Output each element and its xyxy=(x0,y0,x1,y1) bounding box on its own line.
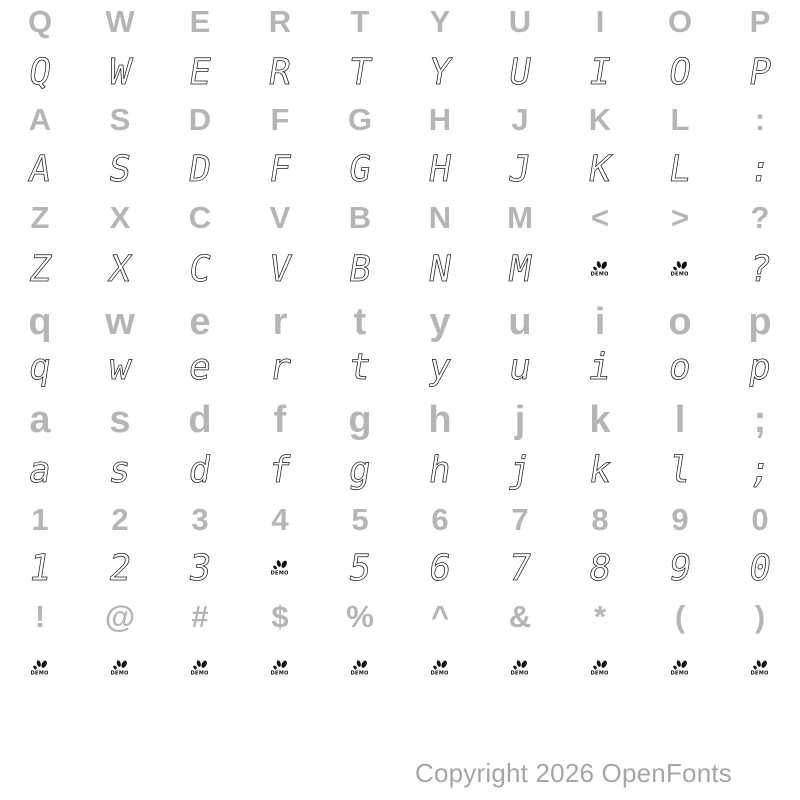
glyph-cell: I xyxy=(595,3,605,39)
glyph-cell: ? xyxy=(750,199,770,235)
glyph-cell: D xyxy=(185,149,215,190)
reference-row xyxy=(0,494,800,544)
glyph-cell: G xyxy=(345,149,375,190)
glyph-cell: 7 xyxy=(511,501,529,537)
glyph-cell: p xyxy=(745,347,775,388)
glyph-cell: 1 xyxy=(25,548,55,589)
glyph-cell: * xyxy=(593,598,607,634)
demo-label: DEMO xyxy=(270,670,290,676)
demo-placeholder-glyph xyxy=(320,644,400,694)
demo-placeholder-glyph xyxy=(400,644,480,694)
demo-glyph-row xyxy=(0,644,800,694)
glyph-cell: l xyxy=(674,399,686,441)
glyph-cell: h xyxy=(425,450,455,491)
glyph-cell: f xyxy=(273,399,287,441)
glyph-cell: r xyxy=(272,301,288,343)
reference-row xyxy=(0,192,800,242)
glyph-cell: d xyxy=(185,450,215,491)
glyph-cell: k xyxy=(589,399,611,441)
glyph-cell: i xyxy=(594,301,606,343)
demo-placeholder-glyph xyxy=(160,644,240,694)
reference-row xyxy=(0,0,800,46)
glyph-cell: # xyxy=(191,598,209,634)
glyph-cell: K xyxy=(585,149,615,190)
reference-row xyxy=(0,395,800,445)
glyph-cell: P xyxy=(749,3,771,39)
glyph-cell: ) xyxy=(754,598,766,634)
demo-splat-icon xyxy=(32,659,49,671)
glyph-cell: h xyxy=(428,399,452,441)
glyph-cell: 0 xyxy=(745,548,775,589)
glyph-cell: H xyxy=(425,149,455,190)
glyph-cell: y xyxy=(429,301,451,343)
glyph-cell: Z xyxy=(25,249,55,290)
glyph-cell: X xyxy=(105,249,135,290)
glyph-cell: i xyxy=(585,347,615,388)
glyph-cell: 3 xyxy=(191,501,209,537)
glyph-cell: g xyxy=(345,450,375,491)
glyph-cell: U xyxy=(508,3,532,39)
glyph-cell: L xyxy=(670,101,690,137)
glyph-cell: 6 xyxy=(425,548,455,589)
demo-placeholder-glyph xyxy=(240,544,320,594)
glyph-cell: 8 xyxy=(591,501,609,537)
glyph-cell: P xyxy=(745,52,775,93)
glyph-cell: ! xyxy=(34,598,46,634)
glyph-cell: s xyxy=(109,399,131,441)
glyph-cell: O xyxy=(665,52,695,93)
glyph-cell: u xyxy=(505,347,535,388)
glyph-cell: I xyxy=(585,52,615,93)
glyph-cell: U xyxy=(505,52,535,93)
glyph-cell: > xyxy=(670,199,690,235)
glyph-cell: l xyxy=(665,450,695,491)
glyph-cell: 9 xyxy=(671,501,689,537)
demo-label: DEMO xyxy=(110,670,130,676)
glyph-cell: 0 xyxy=(751,501,769,537)
demo-splat-icon xyxy=(352,659,369,671)
demo-label: DEMO xyxy=(30,670,50,676)
demo-splat-icon xyxy=(432,659,449,671)
glyph-cell: 5 xyxy=(351,501,369,537)
glyph-cell: : xyxy=(754,101,766,137)
glyph-cell: s xyxy=(105,450,135,491)
glyph-cell: K xyxy=(588,101,612,137)
demo-placeholder-glyph xyxy=(0,644,80,694)
glyph-cell: $ xyxy=(271,598,289,634)
glyph-cell: k xyxy=(585,450,615,491)
glyph-cell: 6 xyxy=(431,501,449,537)
glyph-cell: @ xyxy=(104,598,136,634)
glyph-cell: V xyxy=(269,199,291,235)
demo-glyph-row xyxy=(0,446,800,496)
glyph-cell: r xyxy=(265,347,295,388)
demo-glyph-row xyxy=(0,544,800,594)
glyph-cell: q xyxy=(28,301,52,343)
demo-label: DEMO xyxy=(350,670,370,676)
glyph-cell: Q xyxy=(27,3,53,39)
demo-placeholder-glyph xyxy=(480,644,560,694)
glyph-cell: X xyxy=(109,199,131,235)
glyph-cell: ? xyxy=(745,249,775,290)
copyright-text: Copyright 2026 OpenFonts xyxy=(415,758,732,788)
glyph-cell: G xyxy=(347,101,373,137)
demo-placeholder-glyph xyxy=(240,644,320,694)
demo-placeholder-glyph xyxy=(640,245,720,295)
glyph-cell: H xyxy=(428,101,452,137)
glyph-cell: V xyxy=(265,249,295,290)
glyph-cell: t xyxy=(353,301,367,343)
glyph-cell: < xyxy=(590,199,610,235)
glyph-cell: 7 xyxy=(505,548,535,589)
glyph-cell: A xyxy=(25,149,55,190)
glyph-cell: T xyxy=(350,3,370,39)
glyph-cell: ; xyxy=(753,399,767,441)
glyph-cell: 9 xyxy=(665,548,695,589)
glyph-cell: F xyxy=(265,149,295,190)
demo-splat-icon xyxy=(272,659,289,671)
glyph-cell: Y xyxy=(429,3,451,39)
glyph-cell: ^ xyxy=(430,598,450,634)
glyph-cell: a xyxy=(29,399,51,441)
demo-splat-icon xyxy=(592,659,609,671)
reference-row xyxy=(0,297,800,347)
glyph-cell: C xyxy=(185,249,215,290)
demo-label: DEMO xyxy=(670,271,690,277)
glyph-cell: 3 xyxy=(185,548,215,589)
demo-label: DEMO xyxy=(670,670,690,676)
demo-label: DEMO xyxy=(270,570,290,576)
demo-glyph-row xyxy=(0,245,800,295)
glyph-cell: Z xyxy=(30,199,50,235)
glyph-cell: R xyxy=(268,3,292,39)
glyph-cell: : xyxy=(745,149,775,190)
glyph-cell: 2 xyxy=(111,501,129,537)
glyph-cell: B xyxy=(348,199,372,235)
glyph-cell: W xyxy=(105,3,135,39)
glyph-cell: w xyxy=(105,347,135,388)
glyph-cell: e xyxy=(189,301,211,343)
glyph-cell: d xyxy=(188,399,212,441)
glyph-cell: % xyxy=(346,598,374,634)
glyph-cell: q xyxy=(25,347,55,388)
glyph-cell: u xyxy=(508,301,532,343)
glyph-cell: O xyxy=(667,3,693,39)
glyph-cell: F xyxy=(270,101,290,137)
demo-placeholder-glyph xyxy=(560,245,640,295)
reference-row xyxy=(0,94,800,144)
glyph-cell: M xyxy=(507,199,533,235)
glyph-cell: e xyxy=(185,347,215,388)
demo-label: DEMO xyxy=(590,670,610,676)
glyph-cell: 2 xyxy=(105,548,135,589)
demo-glyph-row xyxy=(0,145,800,195)
glyph-cell: a xyxy=(25,450,55,491)
glyph-cell: Y xyxy=(425,52,455,93)
glyph-cell: y xyxy=(425,347,455,388)
demo-label: DEMO xyxy=(430,670,450,676)
demo-splat-icon xyxy=(512,659,529,671)
glyph-cell: W xyxy=(105,52,135,93)
reference-row xyxy=(0,591,800,641)
demo-placeholder-glyph xyxy=(640,644,720,694)
glyph-cell: ; xyxy=(745,450,775,491)
glyph-cell: S xyxy=(109,101,131,137)
glyph-cell: o xyxy=(668,301,692,343)
glyph-cell: ( xyxy=(674,598,686,634)
glyph-cell: A xyxy=(28,101,52,137)
glyph-cell: & xyxy=(508,598,532,634)
glyph-cell: N xyxy=(428,199,452,235)
glyph-cell: C xyxy=(188,199,212,235)
glyph-cell: D xyxy=(188,101,212,137)
glyph-cell: g xyxy=(348,399,372,441)
glyph-cell: w xyxy=(105,301,135,343)
glyph-cell: E xyxy=(189,3,211,39)
glyph-cell: Q xyxy=(25,52,55,93)
demo-splat-icon xyxy=(752,659,769,671)
glyph-cell: N xyxy=(425,249,455,290)
glyph-cell: 5 xyxy=(345,548,375,589)
glyph-cell: S xyxy=(105,149,135,190)
demo-label: DEMO xyxy=(750,670,770,676)
glyph-cell: o xyxy=(665,347,695,388)
glyph-cell: 1 xyxy=(31,501,49,537)
demo-splat-icon xyxy=(672,260,689,272)
demo-splat-icon xyxy=(672,659,689,671)
demo-glyph-row xyxy=(0,343,800,393)
glyph-cell: 8 xyxy=(585,548,615,589)
glyph-cell: j xyxy=(505,450,535,491)
glyph-cell: B xyxy=(345,249,375,290)
glyph-cell: J xyxy=(511,101,529,137)
demo-label: DEMO xyxy=(510,670,530,676)
demo-glyph-row xyxy=(0,48,800,98)
glyph-cell: J xyxy=(505,149,535,190)
glyph-cell: E xyxy=(185,52,215,93)
demo-placeholder-glyph xyxy=(80,644,160,694)
glyph-cell: j xyxy=(514,399,526,441)
demo-placeholder-glyph xyxy=(560,644,640,694)
demo-placeholder-glyph xyxy=(720,644,800,694)
demo-splat-icon xyxy=(592,260,609,272)
demo-splat-icon xyxy=(112,659,129,671)
glyph-cell: 4 xyxy=(271,501,289,537)
glyph-cell: R xyxy=(265,52,295,93)
glyph-cell: M xyxy=(505,249,535,290)
demo-label: DEMO xyxy=(190,670,210,676)
demo-splat-icon xyxy=(272,559,289,571)
glyph-cell: L xyxy=(665,149,695,190)
demo-label: DEMO xyxy=(590,271,610,277)
demo-splat-icon xyxy=(192,659,209,671)
glyph-cell: f xyxy=(265,450,295,491)
glyph-cell: T xyxy=(345,52,375,93)
glyph-cell: t xyxy=(345,347,375,388)
glyph-cell: p xyxy=(748,301,772,343)
